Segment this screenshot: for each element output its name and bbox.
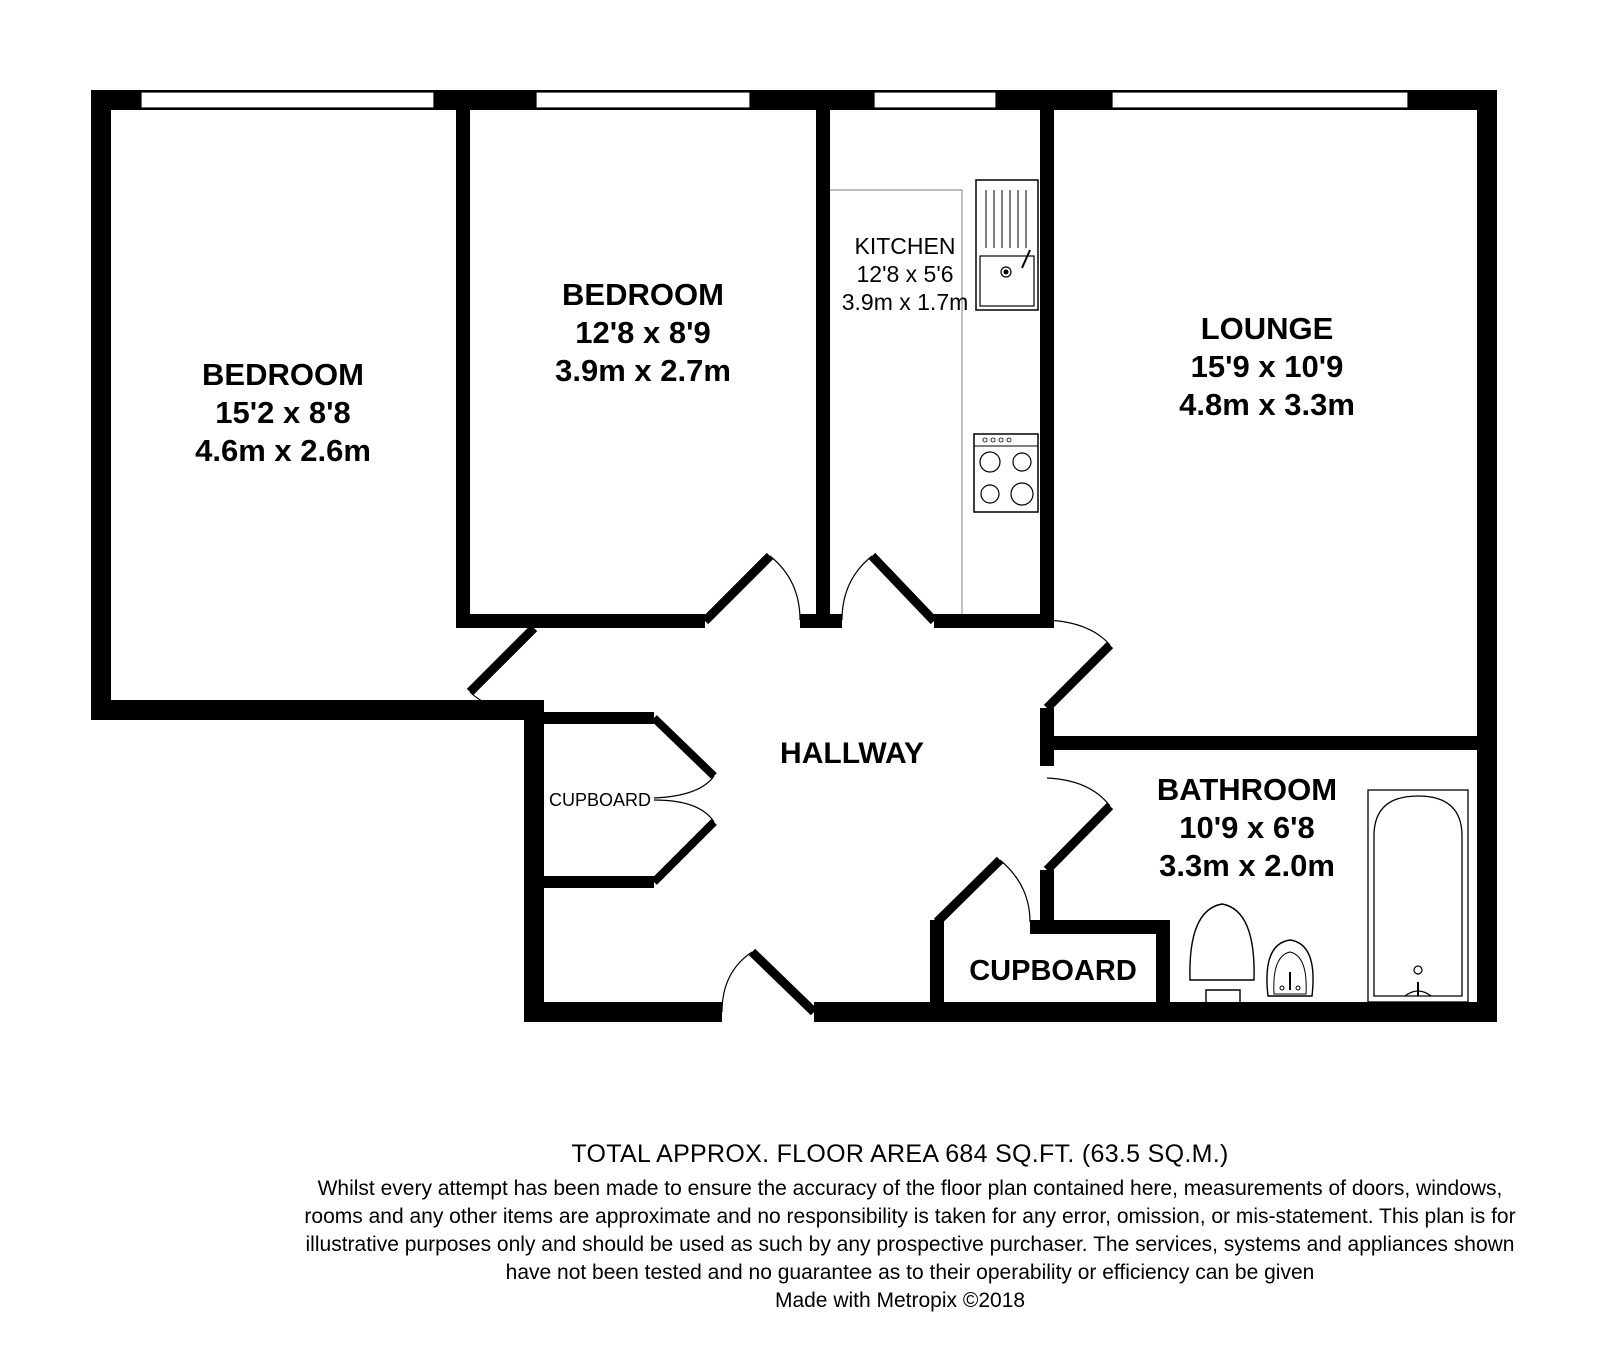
kitchen-metric: 3.9m x 1.7m bbox=[841, 289, 969, 315]
door-cupboard-large bbox=[937, 860, 1030, 922]
metropix-credit: Made with Metropix ©2018 bbox=[774, 1289, 1026, 1312]
window-lounge bbox=[1112, 92, 1408, 108]
door-cupboard-small bbox=[654, 718, 714, 882]
disclaimer-text: Whilst every attempt has been made to ensure the accuracy of the floor plan contained here, measurements of doors, windows, rooms and any other items are approximate and no responsibility is taken for any error, omission, or mis-statement. This plan is for illustrative purposes only and should be used as such by any prospective purchaser. The services, systems and appliances shown have not been tested and no guarantee as to their operability or efficiency can be given bbox=[304, 1177, 1516, 1284]
label-lounge bbox=[1179, 311, 1355, 422]
lounge-name: LOUNGE bbox=[1200, 311, 1334, 346]
lounge-metric: 4.8m x 3.3m bbox=[1179, 387, 1355, 422]
bathroom-metric: 3.3m x 2.0m bbox=[1159, 848, 1335, 883]
sink-icon bbox=[976, 180, 1038, 310]
plan-footer bbox=[0, 1140, 1600, 1315]
kitchen-name: KITCHEN bbox=[854, 233, 956, 259]
bedroom2-imperial: 12'8 x 8'9 bbox=[575, 315, 711, 350]
label-hallway bbox=[780, 737, 924, 770]
bedroom1-imperial: 15'2 x 8'8 bbox=[215, 395, 351, 430]
label-bedroom1 bbox=[195, 357, 371, 468]
basin-icon bbox=[1267, 940, 1313, 996]
label-cupboard-small bbox=[549, 790, 651, 810]
hallway-name: HALLWAY bbox=[780, 737, 924, 770]
cupboard-small-name: CUPBOARD bbox=[548, 790, 652, 810]
bedroom1-name: BEDROOM bbox=[202, 357, 364, 392]
label-bedroom2 bbox=[555, 277, 731, 388]
door-entrance bbox=[722, 952, 814, 1012]
label-bathroom bbox=[1157, 772, 1337, 883]
bathroom-imperial: 10'9 x 6'8 bbox=[1179, 810, 1315, 845]
kitchen-imperial: 12'8 x 5'6 bbox=[856, 261, 954, 287]
door-lounge bbox=[1047, 620, 1110, 708]
label-kitchen bbox=[842, 233, 969, 315]
bedroom2-metric: 3.9m x 2.7m bbox=[555, 353, 731, 388]
lounge-imperial: 15'9 x 10'9 bbox=[1190, 349, 1344, 384]
window-bedroom2 bbox=[536, 92, 750, 108]
cupboard-large-name: CUPBOARD bbox=[969, 955, 1137, 987]
window-kitchen bbox=[874, 92, 996, 108]
bedroom2-name: BEDROOM bbox=[562, 277, 724, 312]
toilet-icon bbox=[1190, 904, 1254, 1002]
label-cupboard-large bbox=[969, 955, 1137, 987]
window-bedroom1 bbox=[141, 92, 434, 108]
bath-icon bbox=[1368, 790, 1468, 1002]
door-bedroom1 bbox=[470, 628, 534, 712]
door-bathroom bbox=[1047, 778, 1110, 870]
bedroom1-metric: 4.6m x 2.6m bbox=[195, 433, 371, 468]
door-kitchen bbox=[842, 556, 934, 621]
door-bedroom2 bbox=[705, 556, 800, 621]
bathroom-name: BATHROOM bbox=[1156, 772, 1338, 807]
hob-icon bbox=[974, 434, 1038, 512]
total-floor-area: TOTAL APPROX. FLOOR AREA 684 SQ.FT. (63.5 SQ.M.) bbox=[571, 1140, 1229, 1168]
